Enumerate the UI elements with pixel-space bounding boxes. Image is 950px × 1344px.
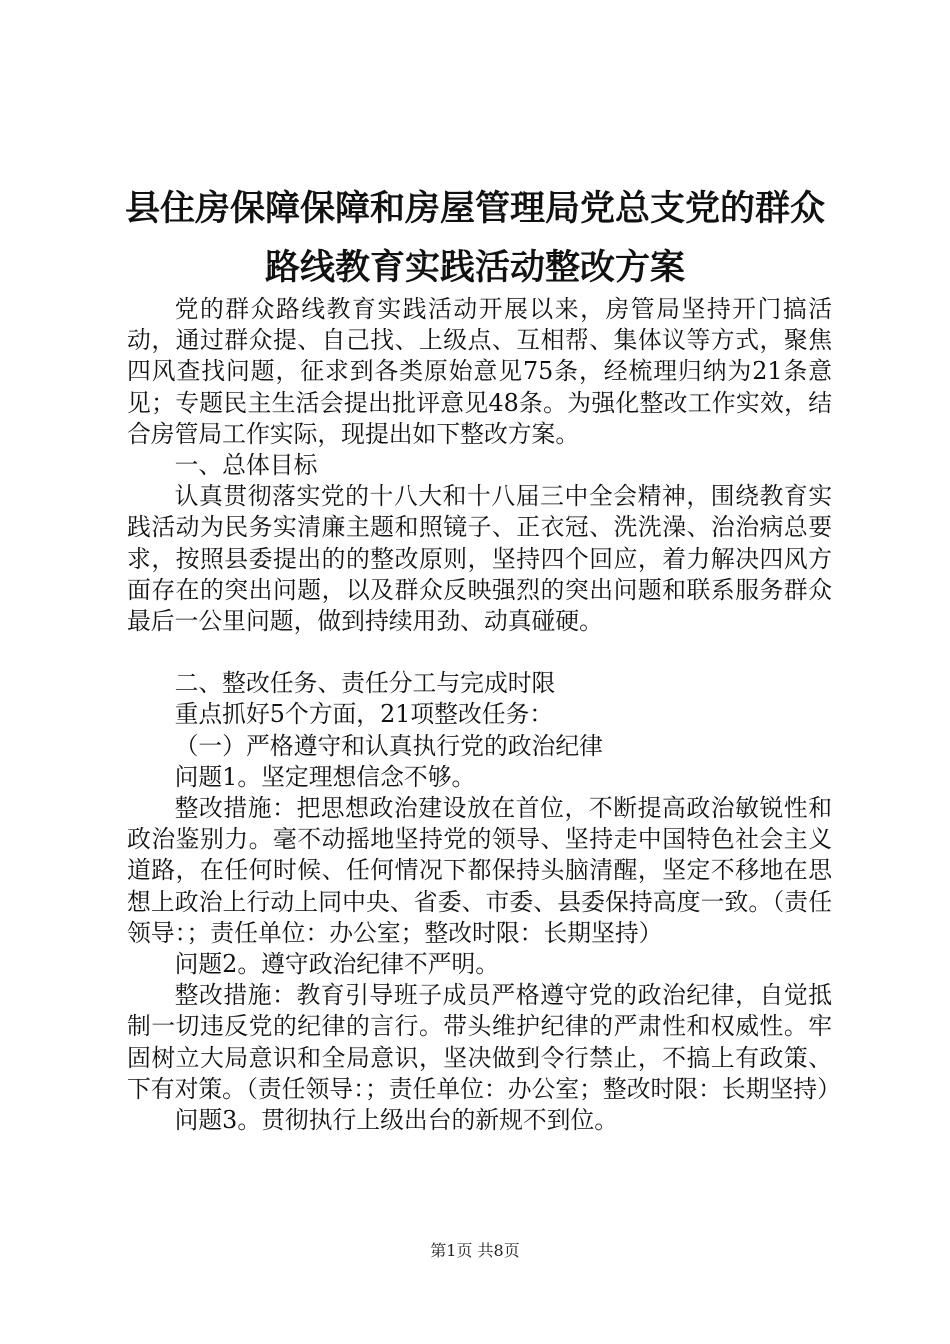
paragraph-summary: 重点抓好5个方面，21项整改任务： [174,700,554,729]
subsection-heading-1: （一）严格遵守和认真执行党的政治纪律 [174,731,603,760]
paragraph-overall-goal: 认真贯彻落实党的十八大和十八届三中全会精神，围绕教育实践活动为民务实清廉主题和照镜子、正衣冠、洗洗澡、治治病总要求，按照县委提出的的整改原则，坚持四个回应，着力解决四风方面存在的突出问题，以及群众反映强烈的突出问题和联系服务群众最后一公里问题，做到持续用劲、动真碰硬。 [127,482,832,636]
document-title-line-1: 县住房保障保障和房屋管理局党总支党的群众 [124,189,825,229]
issue-3: 问题3。贯彻执行上级出台的新规不到位。 [174,1106,619,1135]
issue-1: 问题1。坚定理想信念不够。 [174,762,476,791]
page-number-footer: 第1页 共8页 [430,1241,520,1260]
issue-2: 问题2。遵守政治纪律不严明。 [174,950,500,979]
measure-2: 整改措施：教育引导班子成员严格遵守党的政治纪律，自觉抵制一切违反党的纪律的言行。带头维护纪律的严肃性和权威性。牢固树立大局意识和全局意识，坚决做到令行禁止，不搞上有政策、下有对策。（责任领导：；责任单位：办公室；整改时限：长期坚持） [127,981,841,1103]
section-heading-1: 一、总体目标 [174,451,318,480]
section-heading-2: 二、整改任务、责任分工与完成时限 [174,669,556,698]
intro-paragraph: 党的群众路线教育实践活动开展以来，房管局坚持开门搞活动，通过群众提、自己找、上级点、互相帮、集体议等方式，聚焦四风查找问题，征求到各类原始意见75条，经梳理归纳为21条意见；专题民主生活会提出批评意见48条。为强化整改工作实效，结合房管局工作实际，现提出如下整改方案。 [127,295,832,448]
document-title-line-2: 路线教育实践活动整改方案 [264,248,685,288]
document-body [127,294,841,1136]
measure-1: 整改措施：把思想政治建设放在首位，不断提高政治敏锐性和政治鉴别力。毫不动摇地坚持党的领导、坚持走中国特色社会主义道路，在任何时候、任何情况下都保持头脑清醒，坚定不移地在思想上政治上行动上同中央、省委、市委、县委保持高度一致。（责任领导：；责任单位：办公室；整改时限：长期坚持） [127,794,832,947]
